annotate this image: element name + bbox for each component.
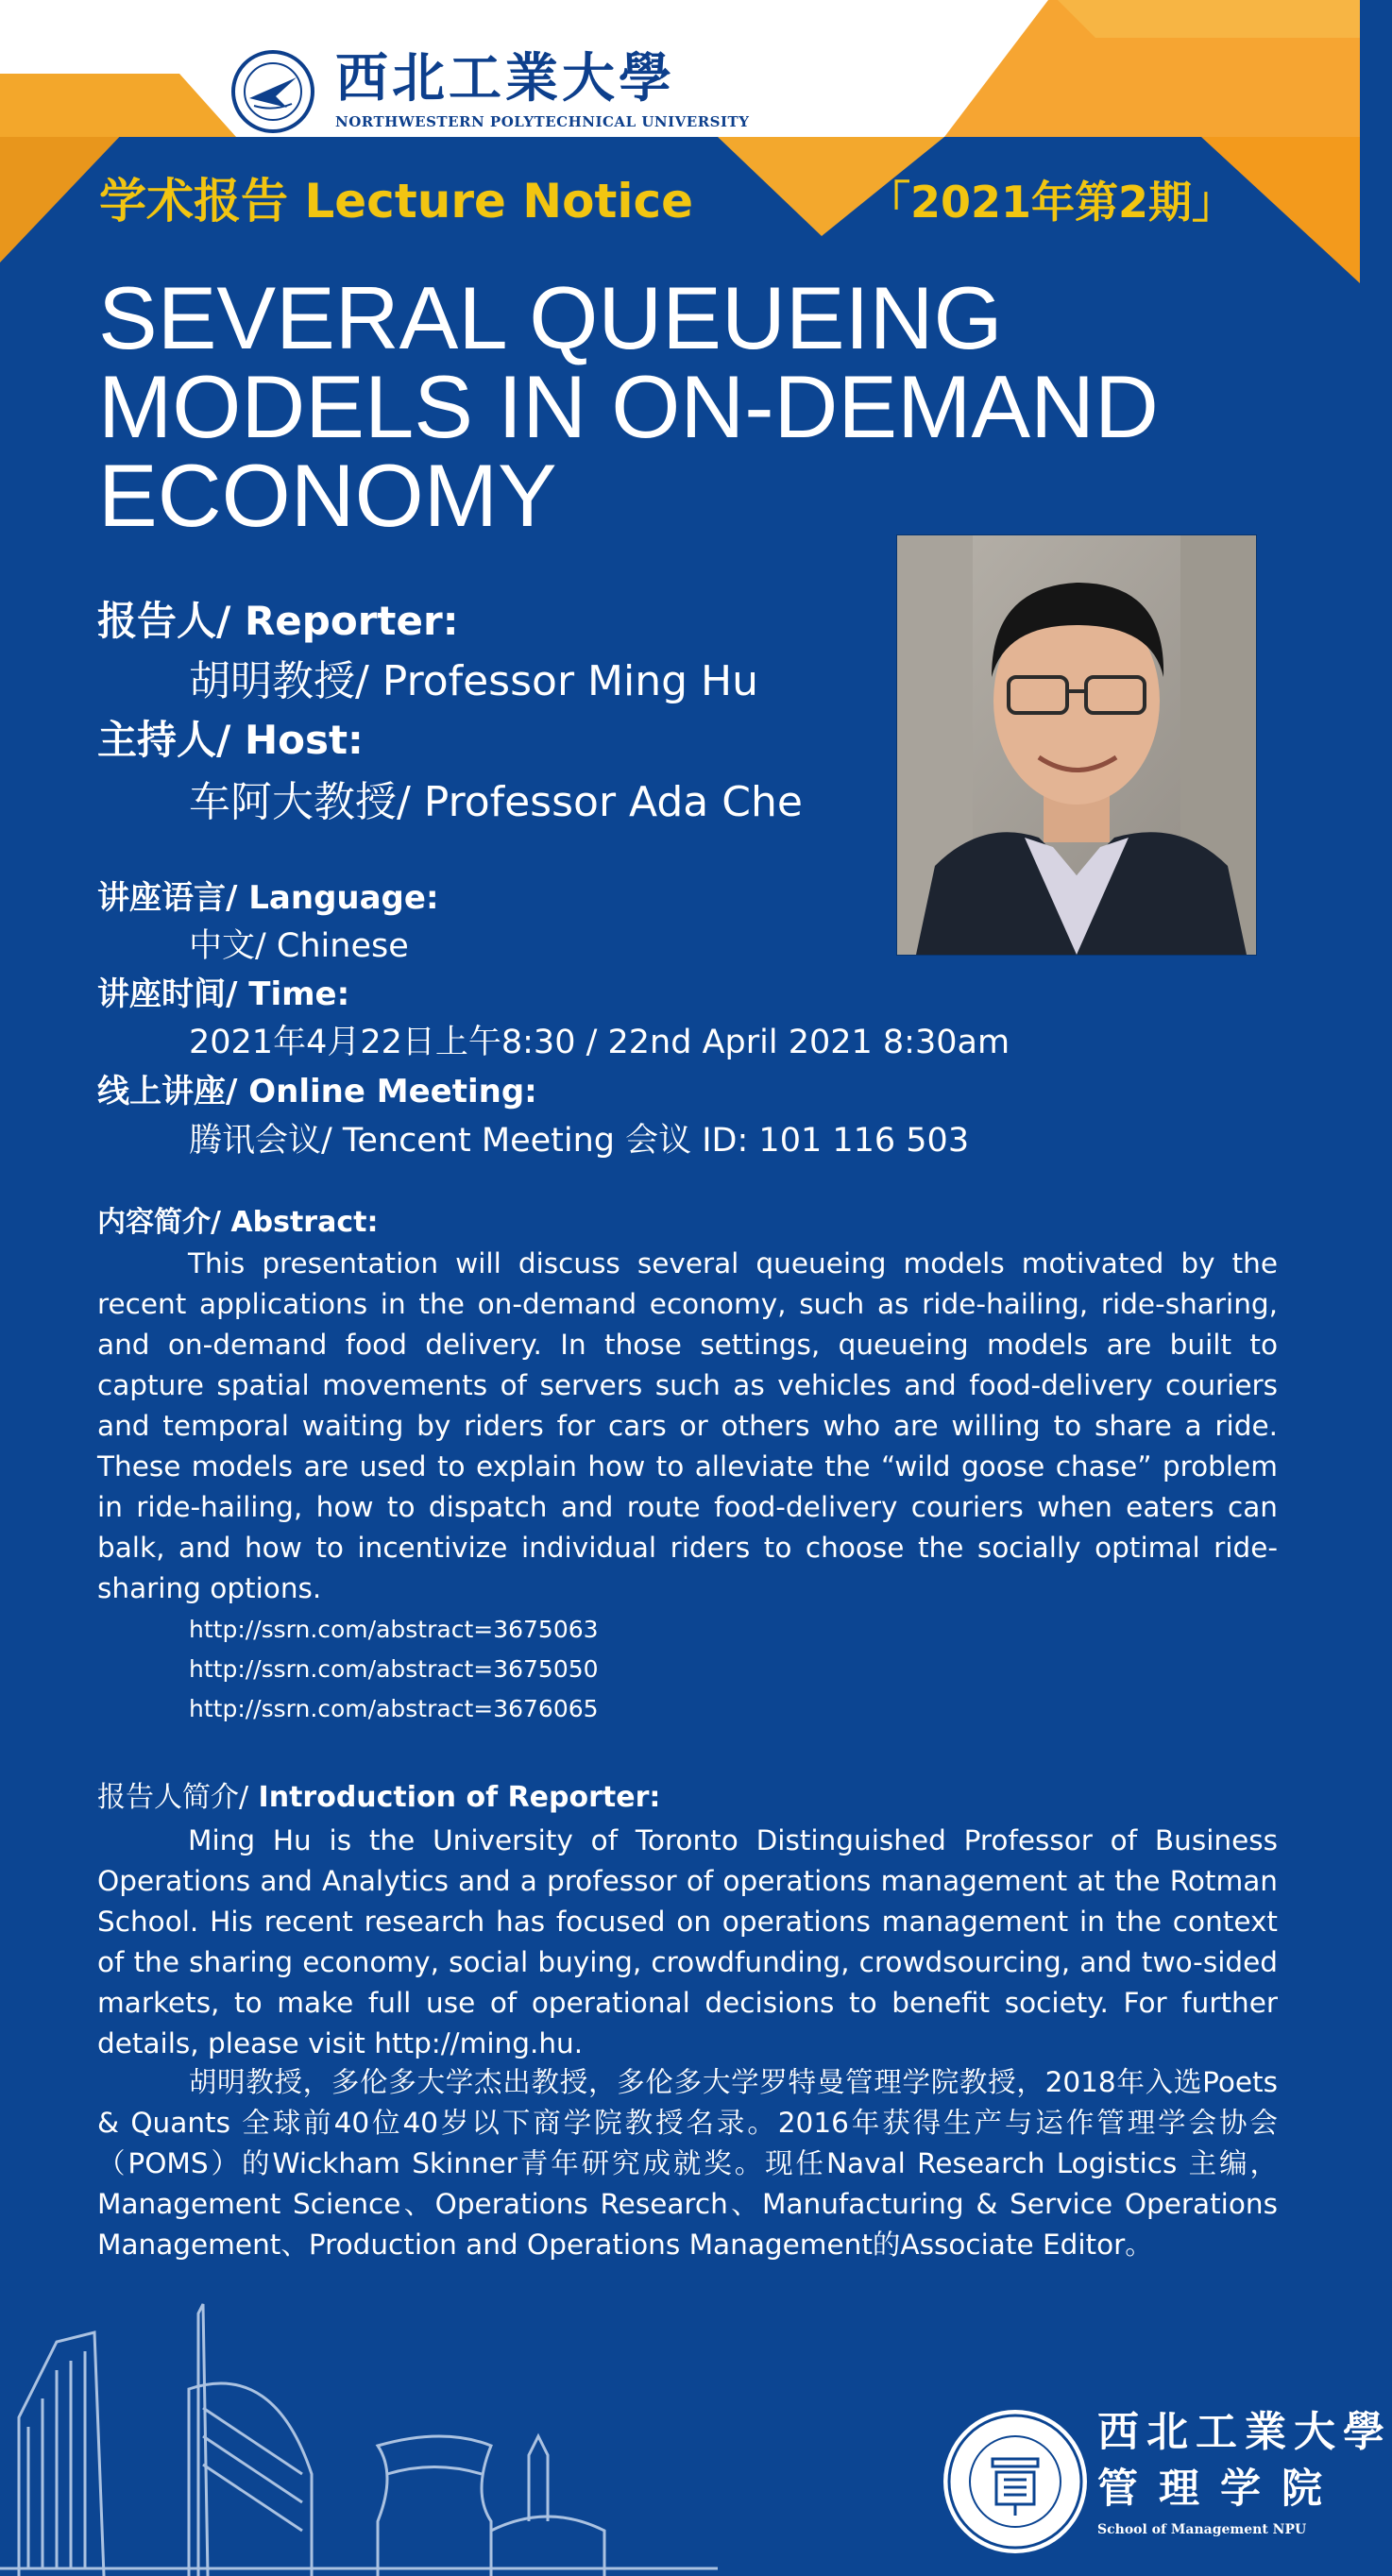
title-line: SEVERAL QUEUEING xyxy=(98,268,1003,367)
school-university-name-cn: 西北工業大學 xyxy=(1097,2408,1392,2456)
school-name-en: School of Management NPU xyxy=(1097,2522,1307,2537)
host-value: 车阿大教授/ Professor Ada Che xyxy=(189,778,803,826)
intro-body-cn: 胡明教授，多伦多大学杰出教授，多伦多大学罗特曼管理学院教授，2018年入选Poets & Quants 全球前40位40岁以下商学院教授名录。2016年获得生产与运作管理学会协会（POMS）的Wickham Skinner青年研究成就奖。现任Naval Research Logistics 主编，Management Science、Operations Research、Manufacturing & Service Operations Management、Production and Operations Management的Associate Editor。 xyxy=(97,2066,1278,2261)
title-line: ECONOMY xyxy=(98,446,557,545)
abstract-text xyxy=(97,1244,1278,1609)
intro-label-en: Introduction of Reporter: xyxy=(248,1781,661,1814)
university-name-cn: 西北工業大學 xyxy=(335,47,675,110)
abstract-body: This presentation will discuss several queueing models motivated by the recent applications in the on-demand economy, such as ride-hailing, ride-sharing, and on-demand food delivery. In those settings, queueing models are built to capture spatial movements of servers such as vehicles and food-delivery couriers and temporal waiting by riders for cars or others who are willing to share a ride. These models are used to explain how to alleviate the “wild goose chase” problem in ride-hailing, how to dispatch and route food-delivery couriers when eaters can balk, and how to incentivize individual riders to choose the socially optimal ride-sharing options. xyxy=(97,1247,1278,1604)
university-name-en: NORTHWESTERN POLYTECHNICAL UNIVERSITY xyxy=(335,113,750,130)
abstract-label-en: Abstract: xyxy=(220,1206,379,1239)
time-label: 讲座时间/ Time: xyxy=(97,975,350,1013)
reporter-value: 胡明教授/ Professor Ming Hu xyxy=(189,657,758,705)
language-value: 中文/ Chinese xyxy=(189,927,409,965)
issue-number: 「2021年第2期」 xyxy=(867,177,1236,228)
intro-text-cn xyxy=(97,2062,1278,2265)
school-name-cn: 管理学院 xyxy=(1097,2466,1343,2513)
online-meeting-label: 线上讲座/ Online Meeting: xyxy=(97,1073,537,1110)
abstract-label xyxy=(97,1204,378,1242)
abstract-link[interactable]: http://ssrn.com/abstract=3675050 xyxy=(189,1655,599,1683)
speaker-photo xyxy=(896,534,1257,956)
lecture-notice-heading: 学术报告 Lecture Notice xyxy=(99,174,694,229)
intro-body-en: Ming Hu is the University of Toronto Distinguished Professor of Business Operations and Analytics and a professor of operations management at the Rotman School. His recent research has focused on operations management in the context of the sharing economy, social buying, crowdfunding, crowdsourcing, and two-sided markets, to make full use of operational decisions to benefit society. For further details, please visit http://ming.hu. xyxy=(97,1824,1278,2059)
university-emblem-icon xyxy=(230,49,315,134)
campus-skyline-illustration xyxy=(0,2285,718,2576)
online-meeting-value: 腾讯会议/ Tencent Meeting 会议 ID: 101 116 503 xyxy=(189,1122,970,1160)
intro-text-en xyxy=(97,1821,1278,2064)
lecture-title xyxy=(98,268,1269,545)
reporter-label: 报告人/ Reporter: xyxy=(97,598,459,644)
abstract-link[interactable]: http://ssrn.com/abstract=3676065 xyxy=(189,1695,599,1722)
corner-decoration xyxy=(0,0,1360,283)
abstract-label-cn: 内容简介/ xyxy=(97,1206,221,1239)
language-label: 讲座语言/ Language: xyxy=(97,879,439,917)
time-value: 2021年4月22日上午8:30 / 22nd April 2021 8:30am xyxy=(189,1024,1010,1061)
abstract-link[interactable]: http://ssrn.com/abstract=3675063 xyxy=(189,1616,599,1643)
intro-label-cn: 报告人简介/ xyxy=(97,1781,249,1814)
intro-label xyxy=(97,1779,660,1817)
host-label: 主持人/ Host: xyxy=(97,717,364,763)
title-line: MODELS IN ON-DEMAND xyxy=(98,357,1159,456)
school-emblem-icon xyxy=(940,2406,1091,2557)
